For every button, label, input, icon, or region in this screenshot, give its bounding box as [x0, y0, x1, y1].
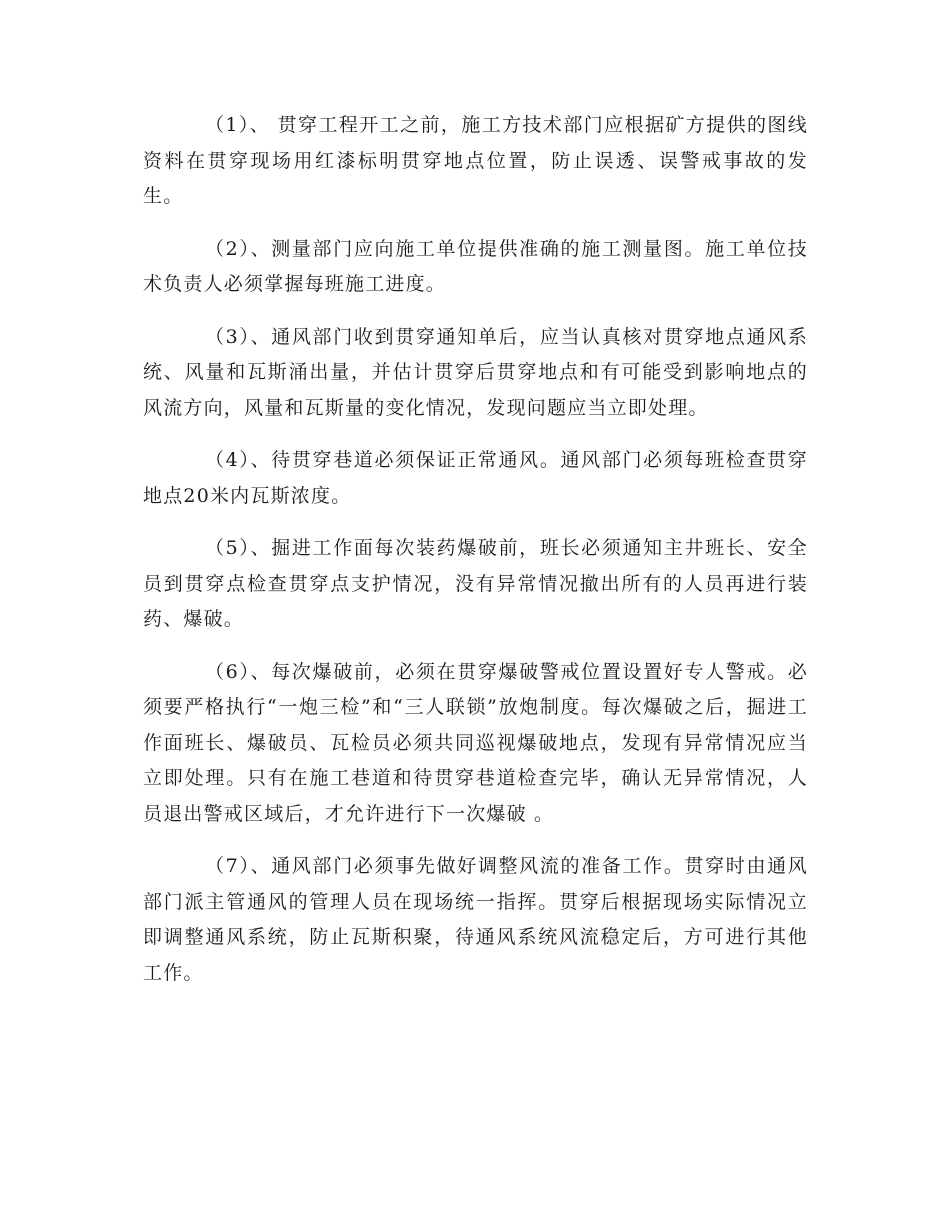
paragraph-1: （1）、 贯穿工程开工之前，施工方技术部门应根据矿方提供的图线资料在贯穿现场用红漆标明贯穿地点位置，防止误透、误警戒事故的发生。 — [143, 114, 808, 207]
document-body — [143, 108, 808, 1008]
paragraph-3: （3）、通风部门收到贯穿通知单后，应当认真核对贯穿地点通风系统、风量和瓦斯涌出量，并估计贯穿后贯穿地点和有可能受到影响地点的风流方向，风量和瓦斯量的变化情况，发现问题应当立即处理。 — [143, 325, 808, 419]
paragraph-7: （7）、通风部门必须事先做好调整风流的准备工作。贯穿时由通风部门派主管通风的管理人员在现场统一指挥。贯穿后根据现场实际情况立即调整通风系统，防止瓦斯积聚，待通风系统风流稳定后，方可进行其他工作。 — [143, 855, 808, 984]
paragraph-5: （5）、掘进工作面每次装药爆破前，班长必须通知主井班长、安全员到贯穿点检查贯穿点支护情况，没有异常情况撤出所有的人员再进行装药、爆破。 — [143, 537, 808, 630]
paragraph-2: （2）、测量部门应向施工单位提供准确的施工测量图。施工单位技术负责人必须掌握每班施工进度。 — [143, 237, 808, 295]
paragraph-6: （6）、每次爆破前，必须在贯穿爆破警戒位置设置好专人警戒。必须要严格执行“一炮三检”和“三人联锁”放炮制度。每次爆破之后，掘进工作面班长、爆破员、瓦检员必须共同巡视爆破地点，发现有异常情况应当立即处理。只有在施工巷道和待贯穿巷道检查完毕，确认无异常情况，人员退出警戒区域后，才允许进行下一次爆破 。 — [143, 660, 808, 825]
paragraph-4: （4）、待贯穿巷道必须保证正常通风。通风部门必须每班检查贯穿地点20米内瓦斯浓度。 — [143, 449, 808, 507]
